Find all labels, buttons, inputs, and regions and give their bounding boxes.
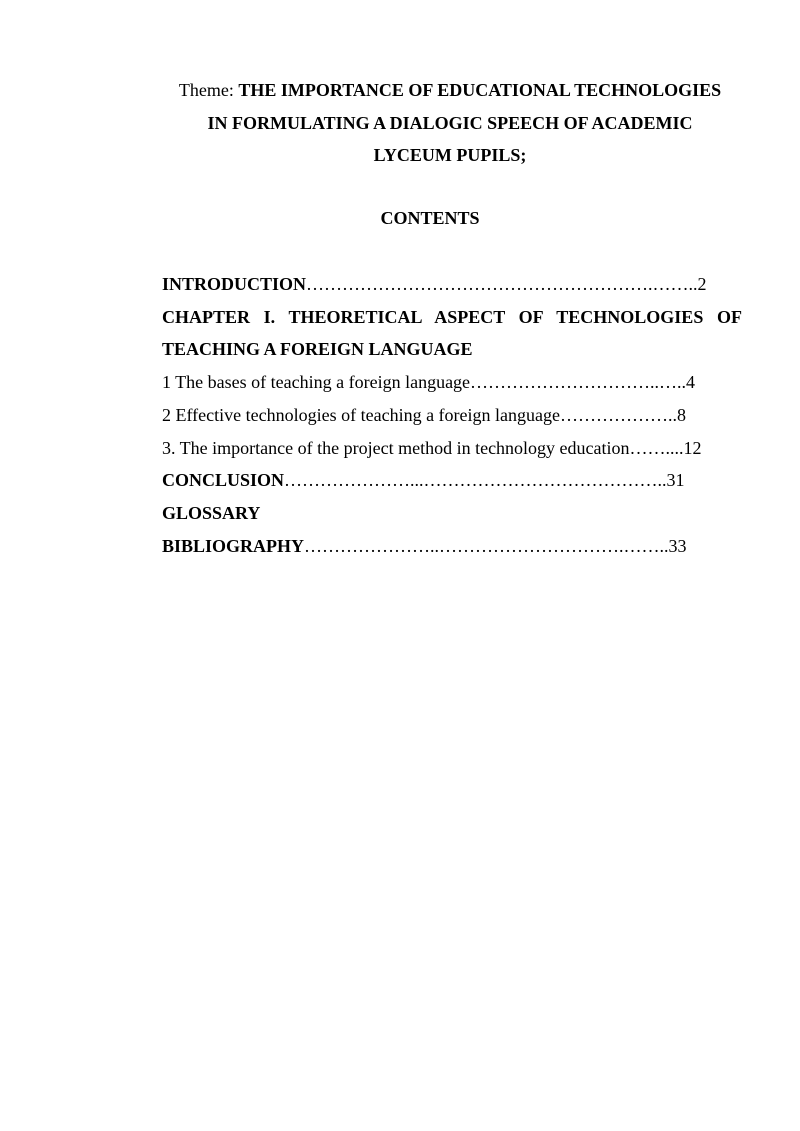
toc-bibliography-leader: …………………..………………………….……..33 — [304, 535, 687, 556]
toc-conclusion — [162, 464, 742, 497]
toc-item-1: 1 The bases of teaching a foreign language…………………………..…..4 — [162, 372, 696, 393]
theme-line-2 — [150, 107, 750, 140]
toc-chapter1-line2: TEACHING A FOREIGN LANGUAGE — [162, 339, 473, 360]
toc-introduction-leader: ………………………………………………….……..2 — [306, 274, 707, 294]
theme-line-1 — [150, 74, 750, 107]
toc-glossary — [162, 497, 742, 530]
toc-introduction — [162, 268, 742, 301]
theme-title-line-3: LYCEUM PUPILS; — [373, 145, 527, 165]
toc-glossary-label: GLOSSARY — [162, 502, 261, 523]
toc-item-2: 2 Effective technologies of teaching a foreign language………………..8 — [162, 404, 687, 425]
theme-line-3 — [150, 139, 750, 172]
toc-bibliography — [162, 530, 742, 563]
toc-item-3: 3. The importance of the project method in technology education……....12 — [162, 437, 702, 458]
theme-prefix: Theme: — [178, 80, 239, 100]
theme-block — [150, 74, 750, 172]
contents-heading: CONTENTS — [380, 208, 480, 228]
theme-title-line-1: THE IMPORTANCE OF EDUCATIONAL TECHNOLOGIES — [238, 80, 722, 100]
toc-introduction-label: INTRODUCTION — [162, 274, 307, 294]
toc-conclusion-label: CONCLUSION — [162, 470, 285, 491]
toc-bibliography-label: BIBLIOGRAPHY — [162, 535, 305, 556]
toc-conclusion-leader: …………………...…………………………………..31 — [284, 470, 685, 491]
table-of-contents — [162, 268, 742, 562]
toc-chapter1-line1: CHAPTER I. THEORETICAL ASPECT OF TECHNOLOGIES OF — [162, 306, 742, 327]
theme-title-line-2: IN FORMULATING A DIALOGIC SPEECH OF ACADEMIC — [207, 112, 693, 133]
